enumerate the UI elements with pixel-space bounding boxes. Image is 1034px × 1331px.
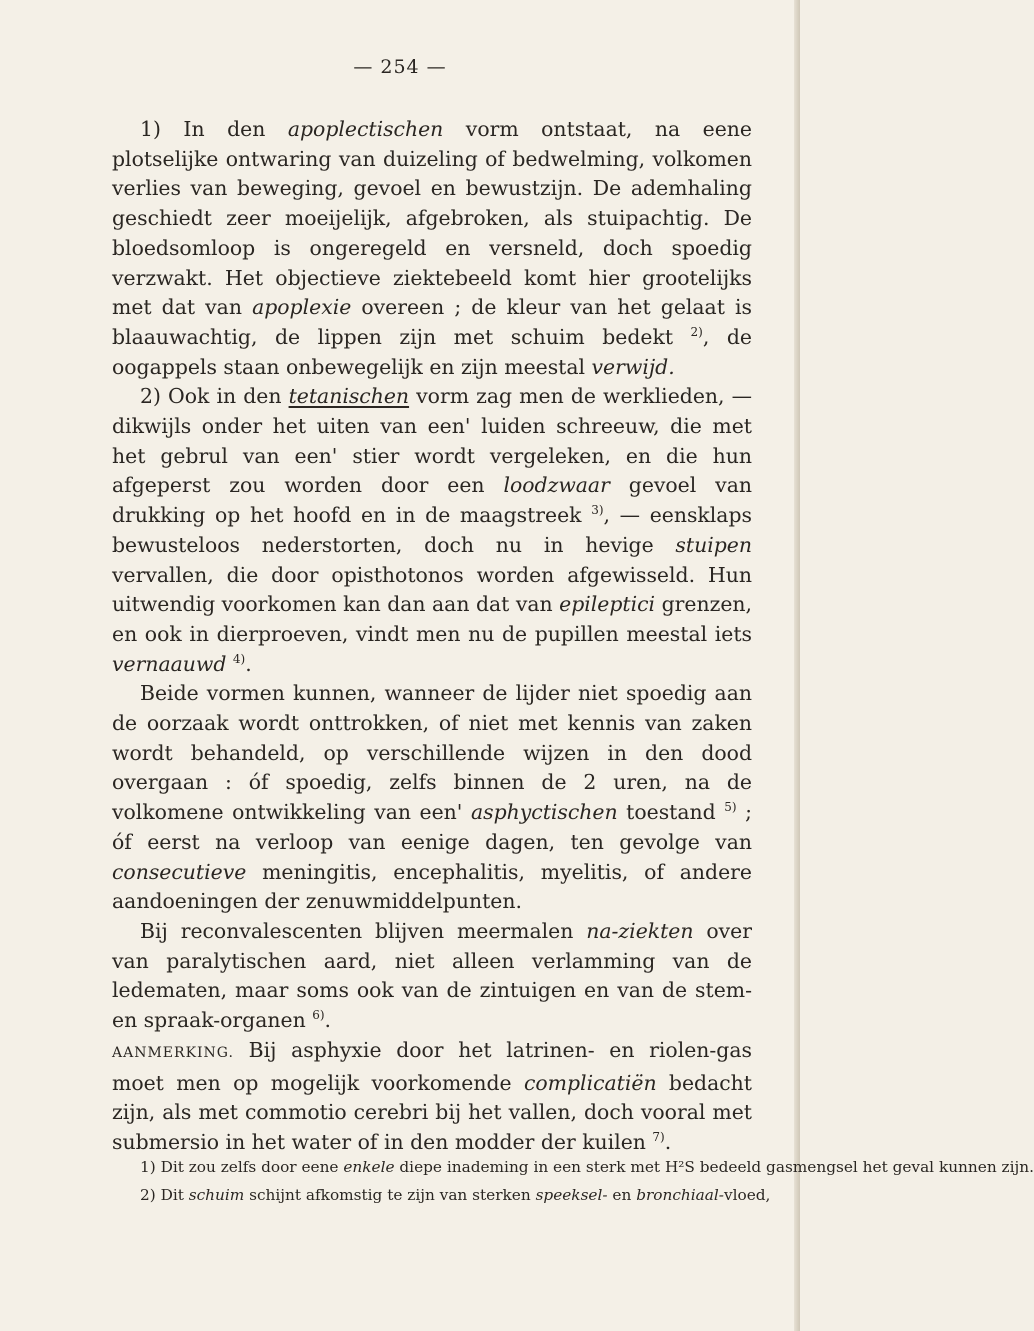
- text-run: , de oogappels staan onbewegelijk en zijn meestal: [112, 324, 752, 379]
- italic-term: asphyctischen: [470, 800, 618, 825]
- page-edge-shadow: [794, 0, 800, 1331]
- footnote-ref: 2): [690, 325, 703, 340]
- text-run: schijnt afkomstig te zijn van sterken: [244, 1186, 536, 1204]
- text-run: vorm ontstaat, na eene plotselijke ontwaring van duizeling of bedwelming, volkomen verlies van beweging, gevoel en bewustzijn. De ademhaling geschiedt zeer moeijelijk, afgebroken, als stuipachtig. De bloedsomloop is ongeregeld en versneld, doch spoedig verzwakt. Het objectieve ziektebeeld komt hier grootelijks met dat van: [112, 117, 752, 320]
- footnote-ref: 5): [724, 800, 737, 815]
- text-run: , — eensklaps bewusteloos nederstorten, doch nu in hevige: [112, 503, 752, 557]
- text-run: 2) Ook in den: [140, 384, 289, 409]
- text-run: bedacht zijn, als met commotio cerebri bij het vallen, doch vooral met submersio in het water of in den modder der kuilen: [112, 1070, 753, 1154]
- text-run: grenzen, en ook in dierproeven, vindt men nu de pupillen meestal iets: [112, 592, 752, 646]
- text-run: toestand: [617, 800, 725, 825]
- text-run: en: [607, 1186, 637, 1204]
- italic-term: enkele: [343, 1158, 395, 1176]
- text-run: diepe inademing in een sterk met H²S bedeeld gasmengsel het geval kunnen zijn.: [394, 1158, 1034, 1176]
- paragraph-reconvalescence: [112, 917, 752, 1036]
- text-run: overeen ; de kleur van het gelaat is blaauwachtig, de lippen zijn met schuim bedekt: [112, 295, 752, 349]
- text-run: .: [245, 651, 252, 676]
- text-run: .: [324, 1008, 332, 1033]
- text-run: vervallen, die door opisthotonos worden afgewisseld. Hun uitwendig voorkomen kan dan aan dat van: [112, 562, 752, 617]
- footnotes: [112, 1153, 1034, 1209]
- footnote-1: [112, 1153, 1034, 1181]
- text-run: Beide vormen kunnen, wanneer de lijder niet spoedig aan de oorzaak wordt onttrokken, of niet met kennis van zaken wordt behandeld, op verschillende wijzen in den dood overgaan : óf spoedig, zelfs binnen de 2 uren, na de volkomene ontwikkeling van een': [112, 681, 752, 825]
- remark-label: AANMERKING.: [112, 1044, 234, 1061]
- italic-term: stuipen: [675, 532, 752, 557]
- italic-term: bronchiaal-: [636, 1186, 724, 1204]
- text-run: ; óf eerst na verloop van eenige dagen, ten gevolge van: [112, 800, 752, 854]
- text-run: vorm zag men de werklieden, — dikwijls onder het uiten van een' luiden schreeuw, die met het gebrul van een' stier wordt vergeleken, en die hun afgeperst zou worden door een: [112, 384, 752, 498]
- text-run: .: [664, 1129, 672, 1154]
- text-run: 2) Dit: [140, 1186, 189, 1204]
- text-run: 1) Dit zou zelfs door eene: [140, 1158, 344, 1176]
- italic-term: complicatiën: [523, 1070, 657, 1095]
- paragraph-remark: [112, 1036, 752, 1158]
- italic-term: verwijd.: [591, 354, 675, 379]
- italic-term: loodzwaar: [503, 473, 610, 498]
- text-run: vloed,: [723, 1186, 771, 1204]
- italic-term: apoplexie: [252, 295, 352, 320]
- footnote-ref: 6): [312, 1008, 325, 1023]
- text-run: meningitis, encephalitis, myelitis, of andere aandoeningen der zenuwmiddelpunten.: [112, 859, 752, 914]
- italic-term: na-ziekten: [586, 918, 694, 943]
- main-text: [112, 115, 752, 1158]
- footnote-ref: 3): [591, 503, 604, 518]
- italic-term: consecutieve: [112, 859, 247, 884]
- text-run: gevoel van drukking op het hoofd en in de maagstreek: [112, 473, 752, 528]
- text-run: Bij reconvalescenten blijven meermalen: [140, 918, 587, 943]
- italic-term: apoplectischen: [287, 117, 444, 141]
- page-number: — 254 —: [353, 56, 447, 78]
- paragraph-outcome: [112, 679, 752, 917]
- italic-term: epileptici: [559, 592, 656, 617]
- text-run: 1) In den: [140, 117, 288, 141]
- paragraph-apoplectic-form: [112, 115, 752, 382]
- italic-term: speeksel-: [535, 1186, 608, 1204]
- italic-term: schuim: [188, 1186, 245, 1204]
- footnote-ref: 4): [232, 651, 246, 666]
- footnote-2: [112, 1181, 771, 1209]
- italic-term: vernaauwd: [112, 651, 227, 676]
- footnote-ref: 7): [652, 1130, 665, 1145]
- paragraph-tetanic-form: [112, 382, 752, 679]
- italic-term: tetanischen: [288, 384, 410, 409]
- text-run: over van paralytischen aard, niet alleen verlamming van de ledematen, maar soms ook van de zintuigen en van de stem- en spraak-organen: [112, 918, 752, 1033]
- text-run: Bij asphyxie door het latrinen- en riolen-gas moet men op mogelijk voorkomende: [112, 1037, 752, 1095]
